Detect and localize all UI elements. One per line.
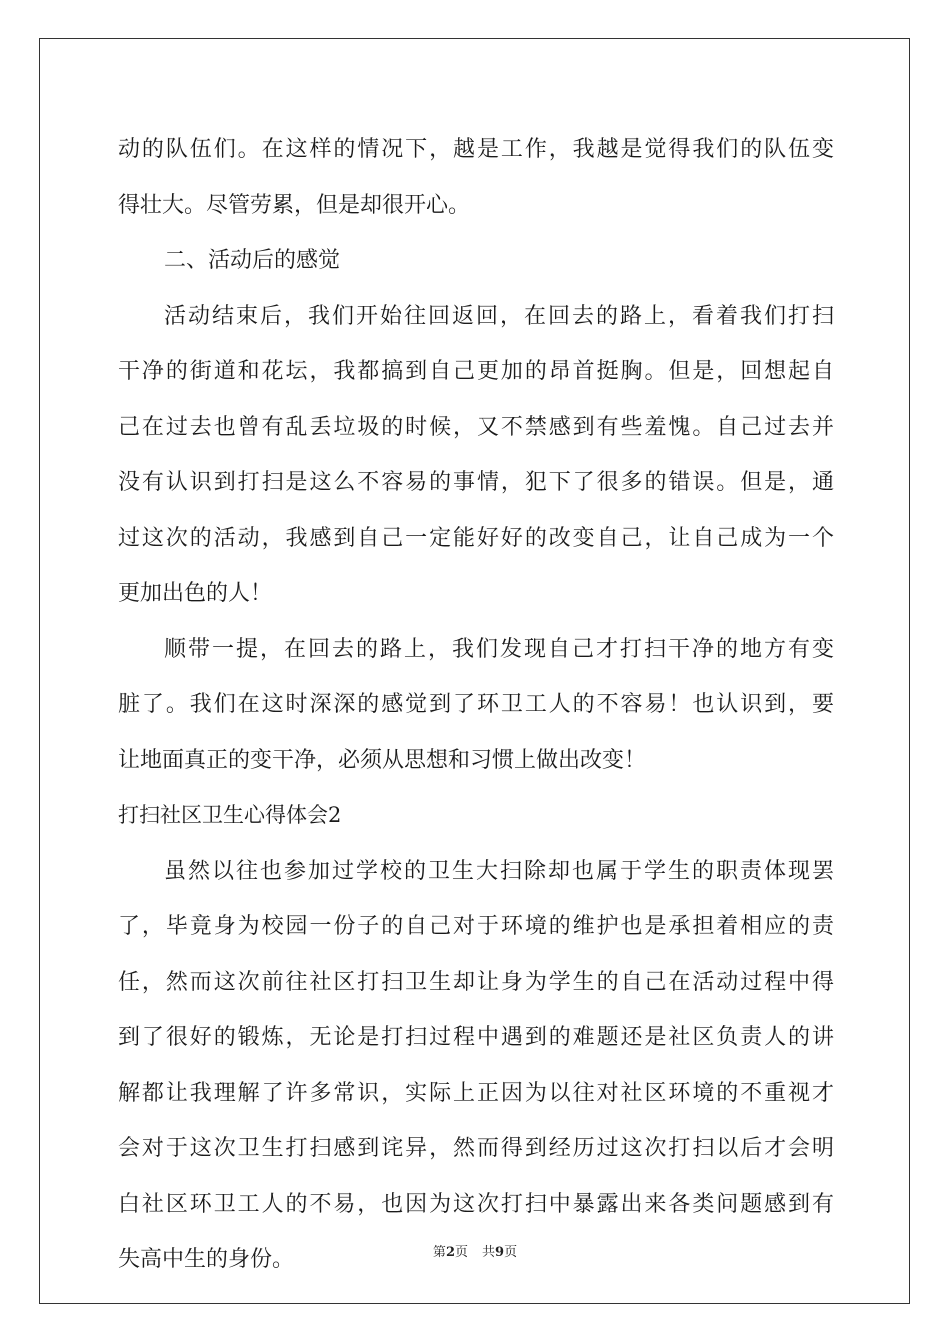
text-line: 干净的街道和花坛，我都搞到自己更加的昂首挺胸。但是，回想起自 [118, 359, 834, 384]
text-line: 顺带一提，在回去的路上，我们发现自己才打扫干净的地方有变 [164, 636, 834, 662]
text-line: 会对于这次卫生打扫感到诧异，然而得到经历过这次打扫以后才会明 [118, 1136, 834, 1161]
total-suffix: 页 [504, 1245, 518, 1260]
text-line: 任，然而这次前往社区打扫卫生却让身为学生的自己在活动过程中得 [118, 969, 834, 995]
article-title: 打扫社区卫生心得体会2 [118, 803, 342, 827]
text-line: 解都让我理解了许多常识，实际上正因为以往对社区环境的不重视才 [118, 1080, 834, 1106]
page-prefix: 第 [432, 1245, 446, 1260]
text-line: 到了很好的锻炼，无论是打扫过程中遇到的难题还是社区负责人的讲 [118, 1025, 834, 1050]
text-line: 过这次的活动，我感到自己一定能好好的改变自己，让自己成为一个 [118, 525, 834, 551]
current-page-number: 2 [445, 1245, 455, 1260]
text-line: 活动结束后，我们开始往回返回，在回去的路上，看着我们打扫 [164, 303, 834, 329]
text-line: 得壮大。尽管劳累，但是却很开心。 [118, 192, 471, 218]
text-line: 脏了。我们在这时深深的感觉到了环卫工人的不容易！也认识到，要 [118, 692, 834, 717]
text-line: 虽然以往也参加过学校的卫生大扫除却也属于学生的职责体现罢 [164, 858, 834, 884]
total-page-count: 9 [495, 1245, 505, 1260]
section-heading: 二、活动后的感觉 [164, 248, 341, 273]
text-line: 动的队伍们。在这样的情况下，越是工作，我越是觉得我们的队伍变 [118, 137, 834, 162]
page-suffix: 页 [454, 1245, 468, 1260]
text-line: 己在过去也曾有乱丢垃圾的时候，又不禁感到有些羞愧。自己过去并 [118, 414, 834, 440]
text-line: 了，毕竟身为校园一份子的自己对于环境的维护也是承担着相应的责 [118, 914, 834, 939]
document-body [118, 122, 834, 1288]
text-line: 更加出色的人！ [118, 581, 273, 606]
text-line: 没有认识到打扫是这么不容易的事情，犯下了很多的错误。但是，通 [118, 470, 834, 495]
text-line: 让地面真正的变干净，必须从思想和习惯上做出改变！ [118, 747, 647, 773]
total-prefix: 共 [482, 1245, 496, 1260]
page-footer [0, 1244, 950, 1262]
text-line: 失高中生的身份。 [118, 1247, 295, 1272]
text-line: 白社区环卫工人的不易，也因为这次打扫中暴露出来各类问题感到有 [118, 1191, 834, 1217]
